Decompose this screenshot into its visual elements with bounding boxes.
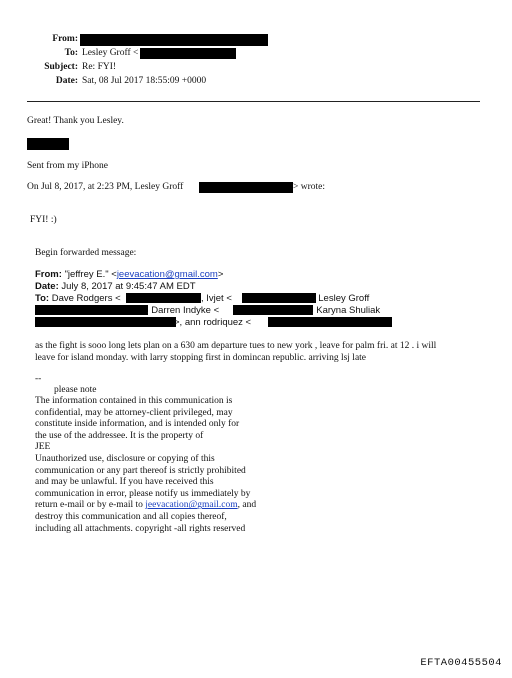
quoted-fyi: FYI! :): [30, 215, 57, 225]
fwd-date-line: [35, 281, 196, 292]
redaction-from: [80, 34, 268, 46]
fwd-body: [35, 341, 495, 364]
header-divider: [27, 101, 480, 102]
document-id: EFTA00455504: [420, 657, 502, 669]
disclaimer-line: including all attachments. copyright -all rights reserved: [35, 523, 246, 534]
quote-intro-prefix: On Jul 8, 2017, at 2:23 PM, Lesley Groff: [27, 182, 184, 192]
redaction-sender-name: [27, 138, 69, 150]
disclaimer-line: communication in error, please notify us immediately by: [35, 488, 251, 499]
fwd-to-dave: Dave Rodgers <: [51, 293, 121, 304]
fwd-date-label: Date:: [35, 281, 59, 292]
quote-intro: [27, 182, 183, 192]
to-value: Lesley Groff <: [82, 48, 139, 58]
date-value: Sat, 08 Jul 2017 18:55:09 +0000: [82, 76, 207, 86]
fwd-to-ann: >, ann rodriquez <: [174, 317, 252, 328]
subject-value: Re: FYI!: [82, 62, 117, 72]
fwd-to-label: To:: [35, 293, 50, 304]
disclaimer-line: constitute inside information, and is intended only for: [35, 419, 240, 430]
date-label: Date:: [55, 76, 78, 86]
redaction-lesley-email: [199, 182, 293, 193]
redaction-ann-email: [268, 317, 392, 327]
redaction-to: [140, 48, 236, 59]
from-label: From:: [52, 34, 78, 44]
reply-signature: Sent from my iPhone: [27, 161, 109, 171]
redaction-ivjet-email: [242, 293, 316, 303]
disclaimer-line: JEE: [35, 442, 51, 453]
fwd-to-darren: , Darren Indyke <: [146, 305, 220, 316]
fwd-from-prefix: "jeffrey E." <: [64, 269, 117, 280]
fwd-to-karyna: , Karyna Shuliak: [311, 305, 381, 316]
fwd-to-lesley: , Lesley Groff: [313, 293, 370, 304]
fwd-to-ivjet: , Ivjet <: [201, 293, 232, 304]
fwd-from-label: From:: [35, 269, 62, 280]
fwd-to-line1: [35, 293, 121, 304]
fwd-body-line2: leave for island monday. with larry stopping first in domincan republic. arriving lsj late: [35, 352, 367, 363]
subject-label: Subject:: [44, 62, 78, 72]
disclaimer-email-suffix: , and: [237, 500, 257, 511]
redaction-karyna-email: [35, 317, 176, 327]
to-label: To:: [64, 48, 78, 58]
fwd-date-value: July 8, 2017 at 9:45:47 AM EDT: [61, 281, 196, 292]
disclaimer-please-note: please note: [54, 385, 97, 395]
redaction-darren-email: [233, 305, 313, 315]
quote-intro-suffix: > wrote:: [293, 182, 326, 192]
disclaimer-body: [35, 396, 256, 535]
disclaimer-line: and may be unlawful. If you have received this: [35, 477, 214, 488]
fwd-from-line: [35, 269, 223, 280]
disclaimer-line: confidential, may be attorney-client privileged, may: [35, 407, 233, 418]
disclaimer-email-prefix: return e-mail or by e-mail to: [35, 500, 146, 511]
disclaimer-line: Unauthorized use, disclosure or copying of this: [35, 453, 215, 464]
fwd-body-line1: as the fight is sooo long lets plan on a 630 am departure tues to new york , leave for palm fri. at 12 . i will: [35, 341, 437, 351]
disclaimer-line: the use of the addressee. It is the property of: [35, 430, 204, 441]
fwd-from-email-link[interactable]: jeevacation@gmail.com: [116, 269, 218, 280]
begin-forwarded: Begin forwarded message:: [35, 248, 137, 258]
disclaimer-line: communication or any part thereof is strictly prohibited: [35, 465, 246, 476]
fwd-from-suffix: >: [217, 269, 224, 280]
redaction-to-line2-start: [35, 305, 148, 315]
disclaimer-dash: --: [35, 374, 42, 384]
disclaimer-line: destroy this communication and all copies thereof,: [35, 511, 227, 522]
disclaimer-line: The information contained in this communication is: [35, 396, 233, 406]
reply-greeting: Great! Thank you Lesley.: [27, 116, 124, 126]
redaction-dave-email: [126, 293, 201, 303]
disclaimer-email-line: [35, 500, 256, 512]
disclaimer-email-link[interactable]: jeevacation@gmail.com: [145, 500, 238, 511]
